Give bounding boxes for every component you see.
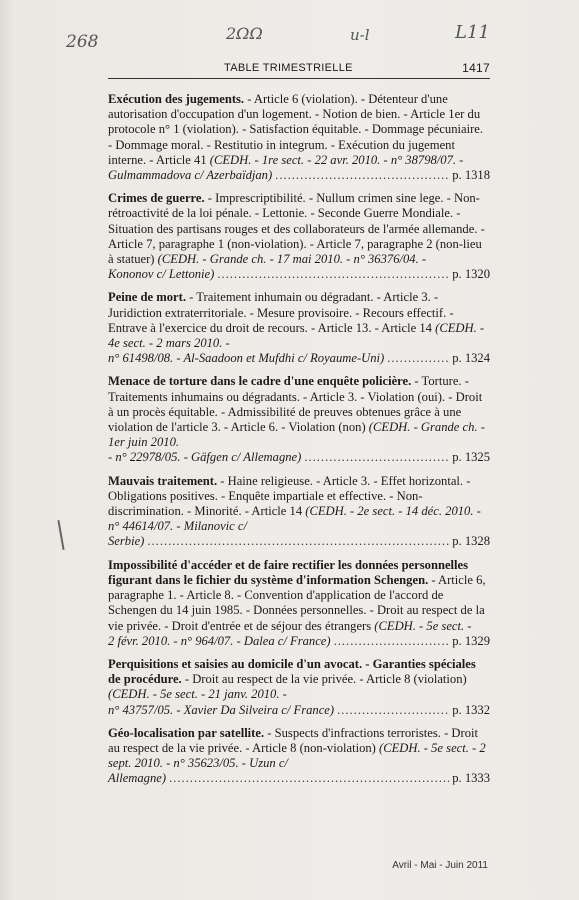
entry-citation: (CEDH. - 1re sect. - 22 avr. 2010. - n° 38798/07. -	[209, 152, 464, 167]
entry-heading: Peine de mort.	[108, 290, 186, 305]
margin-pen-mark	[57, 520, 64, 550]
page-reference[interactable]: p. 1324	[452, 351, 490, 366]
handwritten-note-c: u-l	[350, 26, 370, 44]
entry-citation: (CEDH. - 2e sect. - 14 déc. 2010. - n° 44614/07. - Milanovic c/	[108, 504, 481, 534]
entry-heading: Impossibilité d'accéder et de faire rectifier les données personnelles figurant dans le fichier du système d'information Schengen.	[108, 557, 469, 587]
entry-citation: (CEDH. - 4e sect. - 2 mars 2010. -	[108, 320, 485, 351]
page-reference[interactable]: p. 1320	[452, 267, 490, 282]
entry-citation-end: n° 43757/05. - Xavier Da Silveira c/ France)	[108, 702, 335, 717]
entry-heading: Exécution des jugements.	[108, 92, 245, 106]
page-reference[interactable]: p. 1328	[452, 534, 490, 549]
entry-heading: Menace de torture dans le cadre d'une enquête policière.	[108, 374, 412, 389]
entry-citation-end: Serbie)	[108, 534, 145, 549]
dot-leader	[337, 703, 449, 718]
entries-list	[108, 92, 490, 795]
page-reference[interactable]: p. 1332	[452, 702, 490, 717]
entry-body: - Article 6, paragraphe 1. - Article 8. - Convention d'application de l'accord de Schengen du 14 juin 1985. - Données personnelles. - Droit au respect de la vie privée. - Droit d'entrée et de séjour des étrangers	[108, 572, 486, 633]
entry-body: - Article 6 (violation). - Détenteur d'une autorisation d'occupation d'un logement. - Notion de bien. - Article 1er du protocole n° 1 (violation). - Satisfaction équitable. - Dommage pécuniaire. - Dommage moral. - Restitutio in integrum. - Exécution du jugement interne. - Article 41	[108, 92, 484, 167]
index-entry	[108, 558, 490, 649]
entry-citation-end: - n° 22978/05. - Gäfgen c/ Allemagne)	[108, 450, 302, 465]
entry-heading: Perquisitions et saisies au domicile d'un avocat. - Garanties spéciales de procédure.	[108, 656, 476, 687]
entry-body: - Imprescriptibilité. - Nullum crimen sine lege. - Non-rétroactivité de la loi pénale. - Lettonie. - Seconde Guerre Mondiale. - Situation des partisans rouges et des collaborateurs de l'armée allemande. - Article 7, paragraphe 1 (non-violation). - Article 7, paragraphe 2 (non-lieu à statuer)	[108, 191, 485, 267]
page-reference[interactable]: p. 1318	[452, 168, 490, 183]
entry-heading: Crimes de guerre.	[108, 191, 205, 206]
entry-citation: (CEDH. - Grande ch. - 17 mai 2010. - n° 36376/04. -	[157, 252, 427, 267]
issue-footer: Avril - Mai - Juin 2011	[392, 860, 488, 871]
dot-leader	[304, 450, 449, 465]
index-entry	[108, 374, 490, 465]
index-entry	[108, 191, 490, 282]
entry-citation-end: n° 61498/08. - Al-Saadoon et Mufdhi c/ Royaume-Uni)	[108, 351, 385, 366]
running-header	[108, 60, 490, 79]
entry-body: - Traitement inhumain ou dégradant. - Article 3. - Juridiction extraterritoriale. - Mesure provisoire. - Recours effectif. - Entrave à l'exercice du droit de recours. - Article 13. - Article 14	[108, 290, 454, 335]
index-entry	[108, 290, 490, 366]
entry-body: - Droit au respect de la vie privée. - Article 8 (violation)	[181, 672, 467, 687]
entry-heading: Géo-localisation par satellite.	[108, 725, 265, 740]
entry-citation-end: Kononov c/ Lettonie)	[108, 267, 215, 282]
handwritten-note-d: L11	[455, 22, 490, 43]
index-entry	[108, 92, 490, 183]
entry-citation: (CEDH. - 5e sect. - 2 sept. 2010. - n° 35623/05. - Uzun c/	[108, 740, 486, 771]
entry-body: - Torture. - Traitements inhumains ou dégradants. - Article 3. - Violation (oui). - Droit à un procès équitable. - Admissibilité de preuves obtenues grâce à une violation de l'article 3. - Article 6. - Violation (non)	[108, 374, 483, 435]
page-reference[interactable]: p. 1329	[452, 633, 490, 648]
header-title: TABLE TRIMESTRIELLE	[224, 62, 353, 74]
dot-leader	[275, 168, 449, 183]
dot-leader	[147, 534, 449, 549]
dot-leader	[169, 771, 449, 786]
entry-citation-end: Allemagne)	[108, 771, 167, 786]
dot-leader	[387, 351, 449, 366]
page-reference[interactable]: p. 1333	[452, 771, 490, 786]
entry-body: - Suspects d'infractions terroristes. - Droit au respect de la vie privée. - Article 8 (non-violation)	[108, 725, 478, 755]
index-entry	[108, 726, 490, 787]
entry-body: - Haine religieuse. - Article 3. - Effet horizontal. - Obligations positives. - Enquête impartiale et effective. - Non-discrimination. - Minorité. - Article 14	[108, 473, 471, 519]
dot-leader	[334, 634, 450, 649]
entry-citation: (CEDH. - 5e sect. -	[374, 618, 472, 633]
index-entry	[108, 657, 490, 718]
entry-citation: (CEDH. - Grande ch. - 1er juin 2010.	[108, 420, 485, 450]
entry-heading: Mauvais traitement.	[108, 473, 218, 488]
handwritten-note-a: 268	[66, 32, 99, 52]
page-number: 1417	[462, 61, 490, 75]
dot-leader	[217, 267, 449, 282]
handwritten-note-b: 2ΩΩ	[226, 24, 263, 43]
entry-citation-end: Gulmammadova c/ Azerbaïdjan)	[108, 168, 273, 183]
entry-citation: (CEDH. - 5e sect. - 21 janv. 2010. -	[108, 687, 287, 702]
index-entry	[108, 474, 490, 550]
page-reference[interactable]: p. 1325	[452, 450, 490, 465]
entry-citation-end: 2 févr. 2010. - n° 964/07. - Dalea c/ France)	[108, 633, 331, 648]
